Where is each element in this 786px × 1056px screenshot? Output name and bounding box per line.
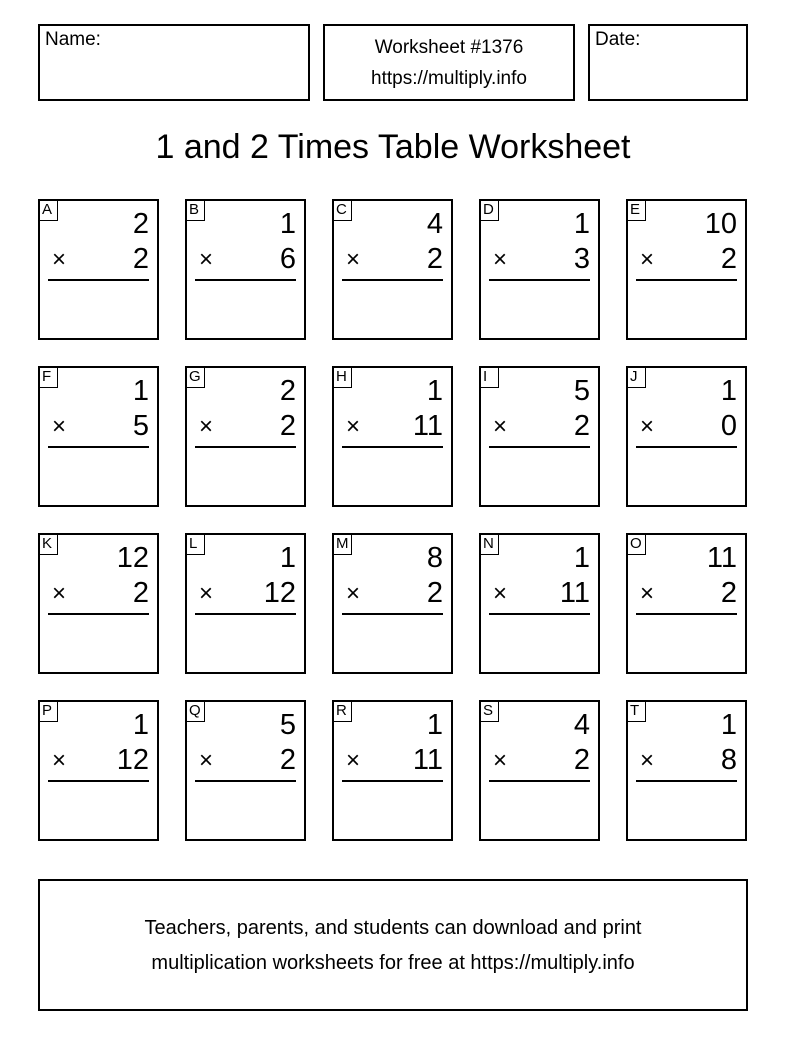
multiplier: 2 xyxy=(720,577,737,609)
multiplier: 2 xyxy=(279,744,296,776)
answer-line xyxy=(48,780,149,782)
multiplicand: 4 xyxy=(426,208,443,240)
times-symbol: × xyxy=(346,413,361,440)
multiplier: 2 xyxy=(573,744,590,776)
answer-line xyxy=(195,446,296,448)
multiplicand: 2 xyxy=(279,375,296,407)
problem-letter: Q xyxy=(185,700,205,722)
problem-card xyxy=(332,700,453,841)
worksheet-url: https://multiply.info xyxy=(371,68,527,89)
multiplicand: 1 xyxy=(132,709,149,741)
multiplicand: 12 xyxy=(116,542,149,574)
times-symbol: × xyxy=(493,580,508,607)
answer-line xyxy=(636,446,737,448)
multiplier: 5 xyxy=(132,410,149,442)
problem-letter: R xyxy=(332,700,352,722)
problem-card xyxy=(626,700,747,841)
times-symbol: × xyxy=(640,747,655,774)
multiplicand: 8 xyxy=(426,542,443,574)
answer-line xyxy=(195,613,296,615)
multiplicand: 10 xyxy=(704,208,737,240)
problem-letter: D xyxy=(479,199,499,221)
problem-card xyxy=(479,533,600,674)
multiplier: 12 xyxy=(263,577,296,609)
answer-line xyxy=(489,446,590,448)
problem-letter: M xyxy=(332,533,352,555)
multiplicand: 4 xyxy=(573,709,590,741)
multiplicand: 1 xyxy=(279,208,296,240)
times-symbol: × xyxy=(640,246,655,273)
multiplicand: 1 xyxy=(132,375,149,407)
times-symbol: × xyxy=(346,747,361,774)
times-symbol: × xyxy=(199,246,214,273)
problem-letter: L xyxy=(185,533,205,555)
answer-line xyxy=(342,613,443,615)
problem-card xyxy=(38,533,159,674)
answer-line xyxy=(48,279,149,281)
problem-card xyxy=(38,199,159,340)
multiplicand: 1 xyxy=(426,375,443,407)
problem-letter: E xyxy=(626,199,646,221)
times-symbol: × xyxy=(199,413,214,440)
multiplicand: 5 xyxy=(279,709,296,741)
problem-letter: I xyxy=(479,366,499,388)
times-symbol: × xyxy=(346,246,361,273)
answer-line xyxy=(195,780,296,782)
times-symbol: × xyxy=(640,580,655,607)
multiplicand: 1 xyxy=(573,542,590,574)
multiplicand: 1 xyxy=(720,709,737,741)
problem-card xyxy=(332,533,453,674)
answer-line xyxy=(48,446,149,448)
problem-card xyxy=(185,700,306,841)
times-symbol: × xyxy=(52,413,67,440)
times-symbol: × xyxy=(52,747,67,774)
date-label: Date: xyxy=(595,29,641,50)
worksheet-number: Worksheet #1376 xyxy=(374,37,524,58)
multiplier: 11 xyxy=(412,410,443,442)
multiplier: 2 xyxy=(426,577,443,609)
multiplicand: 1 xyxy=(573,208,590,240)
multiplier: 0 xyxy=(720,410,737,442)
problem-card xyxy=(185,533,306,674)
times-symbol: × xyxy=(199,747,214,774)
times-symbol: × xyxy=(493,747,508,774)
multiplicand: 1 xyxy=(279,542,296,574)
answer-line xyxy=(342,446,443,448)
problem-letter: J xyxy=(626,366,646,388)
answer-line xyxy=(636,780,737,782)
problem-letter: S xyxy=(479,700,499,722)
answer-line xyxy=(636,613,737,615)
multiplier: 11 xyxy=(559,577,590,609)
problem-letter: O xyxy=(626,533,646,555)
multiplier: 2 xyxy=(426,243,443,275)
multiplicand: 5 xyxy=(573,375,590,407)
answer-line xyxy=(342,279,443,281)
problem-letter: F xyxy=(38,366,58,388)
problem-card xyxy=(626,366,747,507)
problem-letter: B xyxy=(185,199,205,221)
answer-line xyxy=(636,279,737,281)
problem-card xyxy=(185,199,306,340)
multiplier: 2 xyxy=(132,243,149,275)
times-symbol: × xyxy=(640,413,655,440)
multiplier: 8 xyxy=(720,744,737,776)
problem-card xyxy=(38,700,159,841)
multiplier: 11 xyxy=(412,744,443,776)
problem-letter: A xyxy=(38,199,58,221)
times-symbol: × xyxy=(493,413,508,440)
multiplier: 2 xyxy=(279,410,296,442)
multiplier: 6 xyxy=(279,243,296,275)
times-symbol: × xyxy=(493,246,508,273)
page-title: 1 and 2 Times Table Worksheet xyxy=(155,128,631,166)
multiplier: 2 xyxy=(573,410,590,442)
answer-line xyxy=(48,613,149,615)
times-symbol: × xyxy=(199,580,214,607)
problem-letter: N xyxy=(479,533,499,555)
problem-letter: H xyxy=(332,366,352,388)
times-symbol: × xyxy=(346,580,361,607)
multiplier: 2 xyxy=(132,577,149,609)
problem-letter: C xyxy=(332,199,352,221)
footer-box xyxy=(38,879,748,1011)
answer-line xyxy=(489,780,590,782)
problem-card xyxy=(332,199,453,340)
answer-line xyxy=(342,780,443,782)
multiplier: 12 xyxy=(116,744,149,776)
times-symbol: × xyxy=(52,580,67,607)
problem-card xyxy=(626,199,747,340)
problem-card xyxy=(479,199,600,340)
footer-line-1: Teachers, parents, and students can download and print xyxy=(144,917,642,939)
footer-line-2: multiplication worksheets for free at https://multiply.info xyxy=(151,952,635,974)
problem-letter: P xyxy=(38,700,58,722)
name-label: Name: xyxy=(45,29,101,50)
answer-line xyxy=(489,279,590,281)
multiplicand: 11 xyxy=(706,542,737,574)
problem-letter: K xyxy=(38,533,58,555)
answer-line xyxy=(489,613,590,615)
multiplicand: 1 xyxy=(426,709,443,741)
problem-letter: G xyxy=(185,366,205,388)
multiplier: 3 xyxy=(573,243,590,275)
problem-letter: T xyxy=(626,700,646,722)
problem-card xyxy=(479,700,600,841)
multiplicand: 2 xyxy=(132,208,149,240)
answer-line xyxy=(195,279,296,281)
problem-card xyxy=(38,366,159,507)
problem-card xyxy=(185,366,306,507)
problem-card xyxy=(332,366,453,507)
times-symbol: × xyxy=(52,246,67,273)
problem-card xyxy=(479,366,600,507)
multiplier: 2 xyxy=(720,243,737,275)
problem-card xyxy=(626,533,747,674)
multiplicand: 1 xyxy=(720,375,737,407)
